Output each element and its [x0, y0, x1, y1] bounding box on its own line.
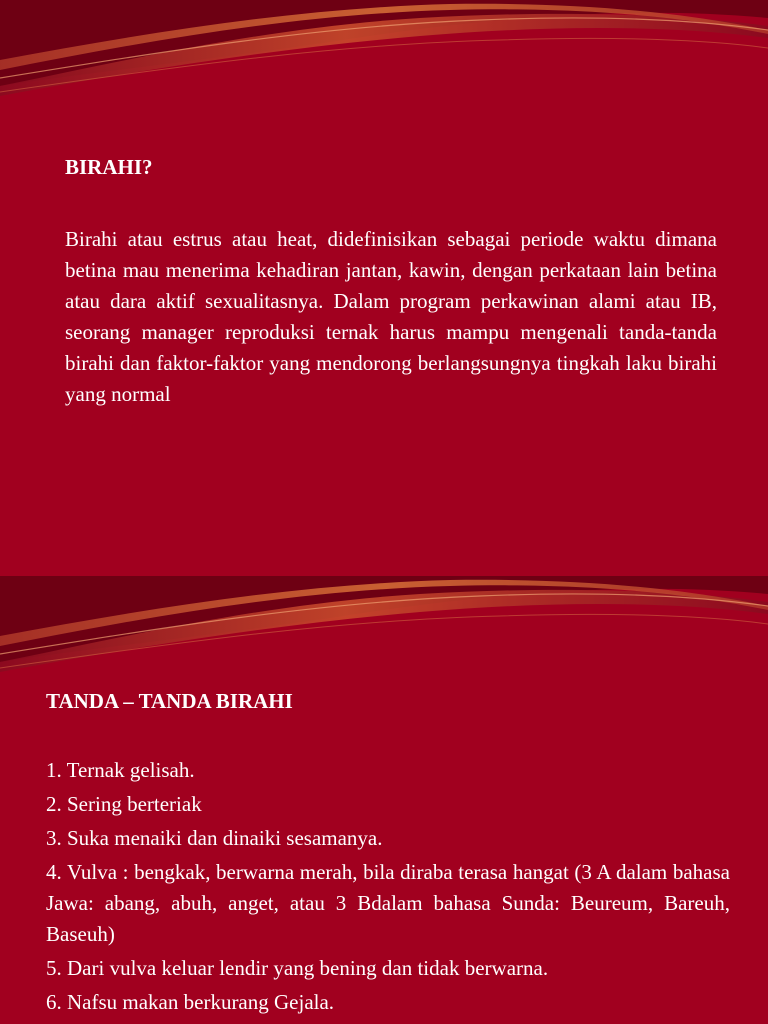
slide-2 — [0, 576, 768, 1024]
slide-1-body: Birahi atau estrus atau heat, didefinisikan sebagai periode waktu dimana betina mau menerima kehadiran jantan, kawin, dengan perkataan lain betina atau dara aktif sexualitasnya. Dalam program perkawinan alami atau IB, seorang manager reproduksi ternak harus mampu mengenali tanda-tanda birahi dan faktor-faktor yang mendorong berlangsungnya tingkah laku birahi yang normal — [65, 227, 717, 406]
signs-list — [46, 755, 730, 1021]
list-item: 2. Sering berteriak — [46, 792, 202, 816]
decorative-wave-header — [0, 0, 768, 100]
slide-2-title: TANDA – TANDA BIRAHI — [46, 689, 293, 713]
list-item: 1. Ternak gelisah. — [46, 758, 195, 782]
slide-1-title: BIRAHI? — [65, 155, 153, 179]
list-item: 5. Dari vulva keluar lendir yang bening dan tidak berwarna. — [46, 956, 549, 980]
decorative-wave-header — [0, 576, 768, 676]
list-item: 3. Suka menaiki dan dinaiki sesamanya. — [46, 826, 383, 850]
list-item: 4. Vulva : bengkak, berwarna merah, bila diraba terasa hangat (3 A dalam bahasa Jawa: abang, abuh, anget, atau 3 Bdalam bahasa Sunda: Beureum, Bareuh, Baseuh) — [46, 860, 730, 946]
list-item: 6. Nafsu makan berkurang Gejala. — [46, 990, 335, 1014]
